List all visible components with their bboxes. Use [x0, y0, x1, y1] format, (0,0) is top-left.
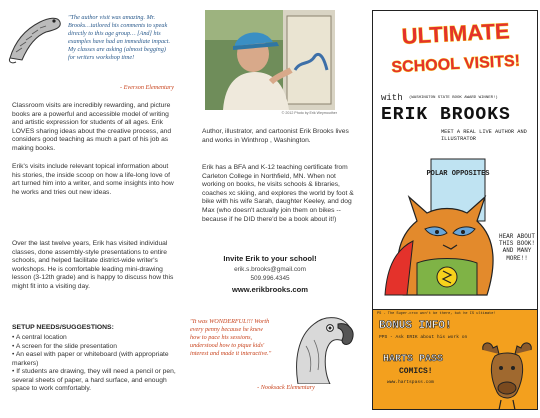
- parrot-illustration: [268, 300, 358, 384]
- hear-callout: HEAR ABOUT THIS BOOK! AND MANY MORE!!: [498, 233, 535, 262]
- setup-heading: SETUP NEEDS/SUGGESTIONS:: [12, 324, 114, 331]
- testimonial-quote: "It was WONDERFUL!!! Worth every penny because he knew how to pace his sessions, understood how to pique kids' interest and made it interactive.": [190, 318, 272, 357]
- title-line-1: ULTIMATE: [401, 18, 511, 49]
- invite-heading: Invite Erik to your school!: [223, 254, 317, 263]
- experience-paragraph: Over the last twelve years, Erik has visited individual classes, done assembly-style presentations to entire schools, and helped facilitate district-wide writer's workshops. He is comfortable leading mini-drawing lesson (3-12th grade) and is happy to discuss how this might fit into a visiting day.: [12, 240, 174, 290]
- background-paragraph: Erik has a BFA and K-12 teaching certificate from Carleton College in Northfield, MN. When not working on books, he visits schools & libraries, coaches xc skiing, and explores the world by foot & bike with his wife Sarah, daughter Keeley, and dog Max (who doesn't actually join them on bikes -- because if he DID there'd be a book about it!): [202, 164, 354, 223]
- pps-note: PPS - Ask ERIK about his work on: [379, 335, 468, 340]
- poster-title: [373, 11, 538, 91]
- photo-credit: © 2012 Photo by Erik Weymouther: [281, 111, 337, 115]
- ps-note: PS - The Super-croc won't be there, but he IS ultimate!: [377, 312, 496, 316]
- author-photo: [205, 10, 335, 110]
- email-link[interactable]: erik.s.brooks@gmail.com: [234, 266, 306, 273]
- setup-item: • A central location: [12, 334, 67, 341]
- award-note: (WASHINGTON STATE BOOK AWARD WINNER!): [409, 96, 498, 100]
- with-label: with: [381, 93, 403, 103]
- harts-pass-website[interactable]: www.hartspass.com: [387, 380, 434, 385]
- lizard-illustration: [6, 8, 64, 66]
- middle-panel: [180, 0, 365, 418]
- comics-label: COMICS!: [399, 367, 433, 376]
- testimonial-quote: "The author visit was amazing. Mr. Brooks…tailored his comments to speak directly to this age group… [And] his examples have had an immediate impact. My classes are asking (almost begging) for writers workshop time!: [68, 14, 171, 61]
- title-line-2: SCHOOL VISITS!: [391, 52, 521, 77]
- setup-item: • A screen for the slide presentation: [12, 342, 117, 350]
- website-link[interactable]: www.erikbrooks.com: [231, 285, 309, 294]
- bonus-box: [373, 309, 538, 410]
- meet-tagline: MEET A REAL LIVE AUTHOR AND ILLUSTRATOR: [441, 129, 527, 142]
- setup-item: • An easel with paper or whiteboard (with appropriate markers): [12, 351, 169, 367]
- bio-paragraph: Author, illustrator, and cartoonist Erik Brooks lives and works in Winthrop , Washington.: [202, 128, 349, 144]
- right-panel: [365, 0, 540, 418]
- intro-paragraph: Classroom visits are incredibly rewarding, and picture books are a powerful and accessible model of writing and artistic expression for students of all ages. Erik LOVES sharing ideas about the creative process, and considers good teaching as much a part of his job as making books.: [12, 102, 172, 152]
- setup-item: • If students are drawing, they will need a pencil or pen, several sheets of paper, a hard surface, and enough space to work comfortably.: [12, 368, 176, 392]
- visits-paragraph: Erik's visits include relevant topical information about his stories, the inside scoop on how a life-long love of art turned him into a writer, and some insights into how he works and tries out new ideas.: [12, 163, 174, 196]
- harts-pass-title: HARTS PASS: [383, 354, 444, 365]
- testimonial-attribution: - Nooksack Elementary: [257, 384, 315, 391]
- left-panel: [0, 0, 180, 418]
- moose-illustration: [477, 340, 537, 410]
- author-name: ERIK BROOKS: [381, 105, 511, 125]
- phone-number: 509.996.4345: [250, 275, 290, 282]
- testimonial-attribution: - Everson Elementary: [120, 84, 174, 91]
- setup-list: [12, 334, 176, 394]
- book-title: POLAR OPPOSITES: [426, 170, 490, 178]
- bonus-heading: BONUS INFO!: [379, 320, 452, 332]
- poster: [372, 10, 538, 410]
- fox-superhero-illustration: [373, 145, 538, 310]
